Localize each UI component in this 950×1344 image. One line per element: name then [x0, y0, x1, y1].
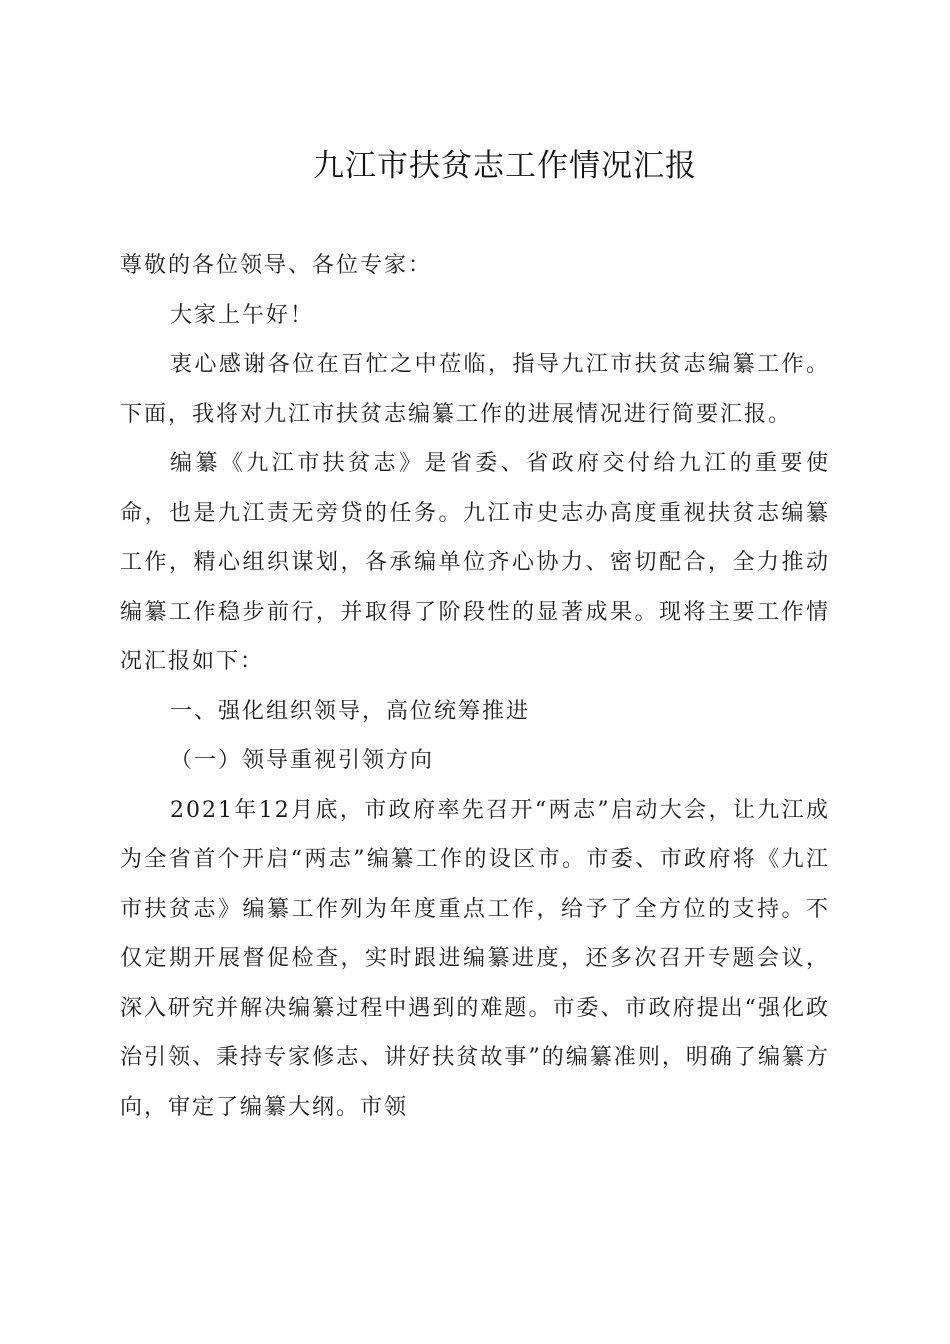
paragraph-thanks: 衷心感谢各位在百忙之中莅临，指导九江市扶贫志编纂工作。下面，我将对九江市扶贫志编纂工作的进展情况进行简要汇报。 — [120, 352, 830, 427]
section-heading: 一、强化组织领导，高位统筹推进 — [170, 698, 531, 724]
paragraph-intro: 编纂《九江市扶贫志》是省委、省政府交付给九江的重要使命，也是九江责无旁贷的任务。九江市史志办高度重视扶贫志编纂工作，精心组织谋划，各承编单位齐心协力、密切配合，全力推动编纂工作稳步前行，并取得了阶段性的显著成果。现将主要工作情况汇报如下： — [120, 451, 830, 674]
greeting: 大家上午好！ — [170, 302, 315, 328]
paragraph-leadership: 2021年12月底，市政府率先召开“两志”启动大会，让九江成为全省首个开启“两志”编纂工作的设区市。市委、市政府将《九江市扶贫志》编纂工作列为年度重点工作，给予了全方位的支持。不仅定期开展督促检查，实时跟进编纂进度，还多次召开专题会议，深入研究并解决编纂过程中遇到的难题。市委、市政府提出“强化政治引领、秉持专家修志、讲好扶贫故事”的编纂准则，明确了编纂方向，审定了编纂大纲。市领 — [120, 797, 830, 1120]
document-title: 九江市扶贫志工作情况汇报 — [313, 148, 697, 184]
salutation: 尊敬的各位领导、各位专家： — [120, 253, 433, 278]
document-body — [120, 241, 830, 1132]
subsection-heading: （一）领导重视引领方向 — [170, 748, 435, 773]
